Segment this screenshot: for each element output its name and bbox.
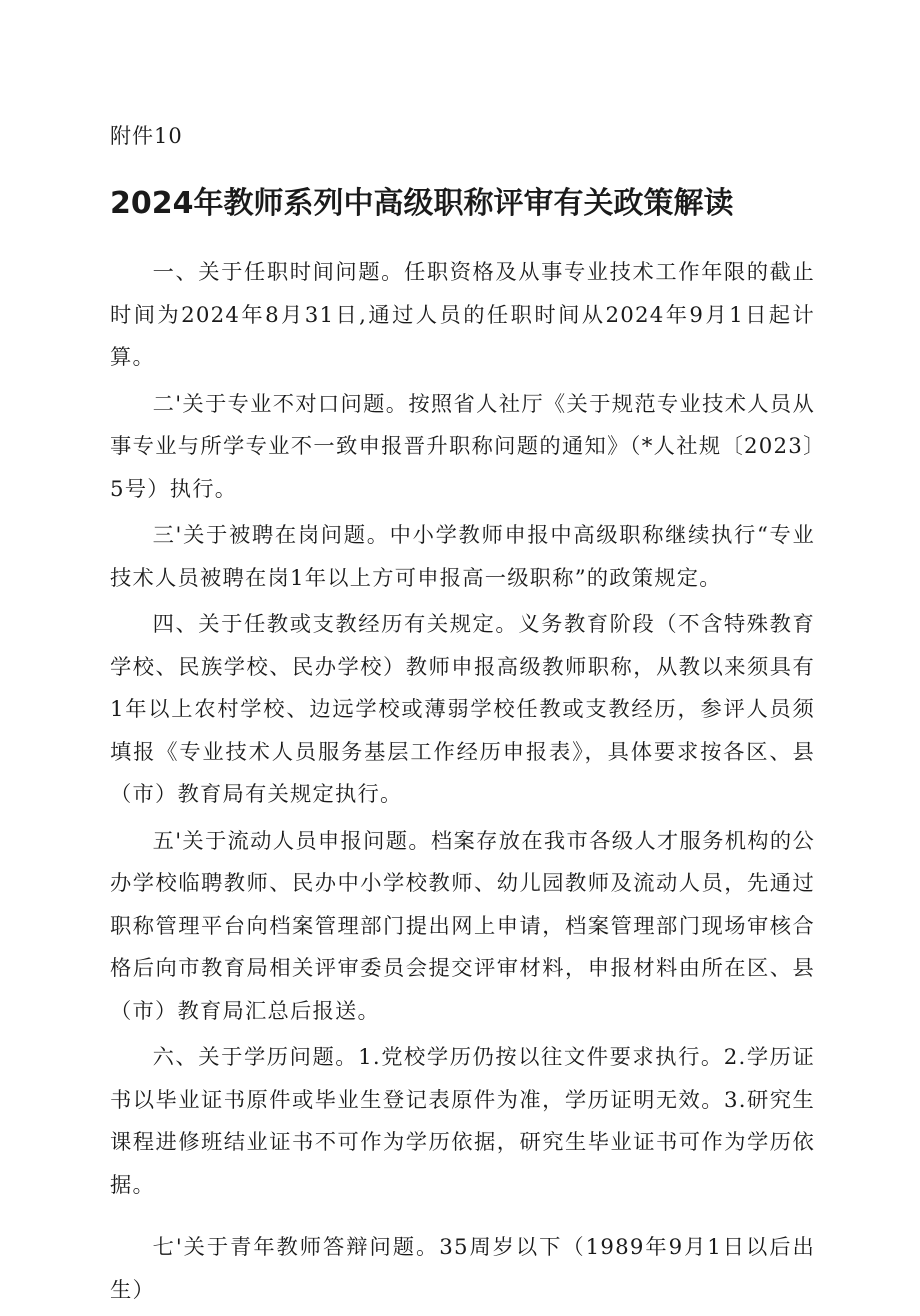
paragraph-5: 五'关于流动人员申报问题。档案存放在我市各级人才服务机构的公办学校临聘教师、民办中小学校教师、幼儿园教师及流动人员，先通过职称管理平台向档案管理部门提出网上申请，档案管理部门现场审核合格后向市教育局相关评审委员会提交评审材料，申报材料由所在区、县（市）教育局汇总后报送。 xyxy=(110,828,815,1024)
paragraph-3: 三'关于被聘在岗问题。中小学教师申报中高级职称继续执行“专业技术人员被聘在岗1年以上方可申报高一级职称”的政策规定。 xyxy=(110,523,815,591)
paragraph-1: 一、关于任职时间问题。任职资格及从事专业技术工作年限的截止时间为2024年8月31日,通过人员的任职时间从2024年9月1日起计算。 xyxy=(110,260,815,370)
document-body xyxy=(110,252,815,1316)
paragraph-4: 四、关于任教或支教经历有关规定。义务教育阶段（不含特殊教育学校、民族学校、民办学校）教师申报高级教师职称，从教以来须具有1年以上农村学校、边远学校或薄弱学校任教或支教经历，参评人员须填报《专业技术人员服务基层工作经历申报表》，具体要求按各区、县（市）教育局有关规定执行。 xyxy=(110,612,815,807)
attachment-label: 附件10 xyxy=(110,124,183,148)
paragraph-2: 二'关于专业不对口问题。按照省人社厅《关于规范专业技术人员从事专业与所学专业不一致申报晋升职称问题的通知》（*人社规〔2023〕5号）执行。 xyxy=(110,391,815,502)
paragraph-6: 六、关于学历问题。1.党校学历仍按以往文件要求执行。2.学历证书以毕业证书原件或毕业生登记表原件为准，学历证明无效。3.研究生课程进修班结业证书不可作为学历依据，研究生毕业证书可作为学历依据。 xyxy=(110,1045,815,1198)
document-title: 2024年教师系列中高级职称评审有关政策解读 xyxy=(110,186,734,221)
paragraph-7: 七'关于青年教师答辩问题。35周岁以下（1989年9月1日以后出生） xyxy=(110,1235,815,1303)
